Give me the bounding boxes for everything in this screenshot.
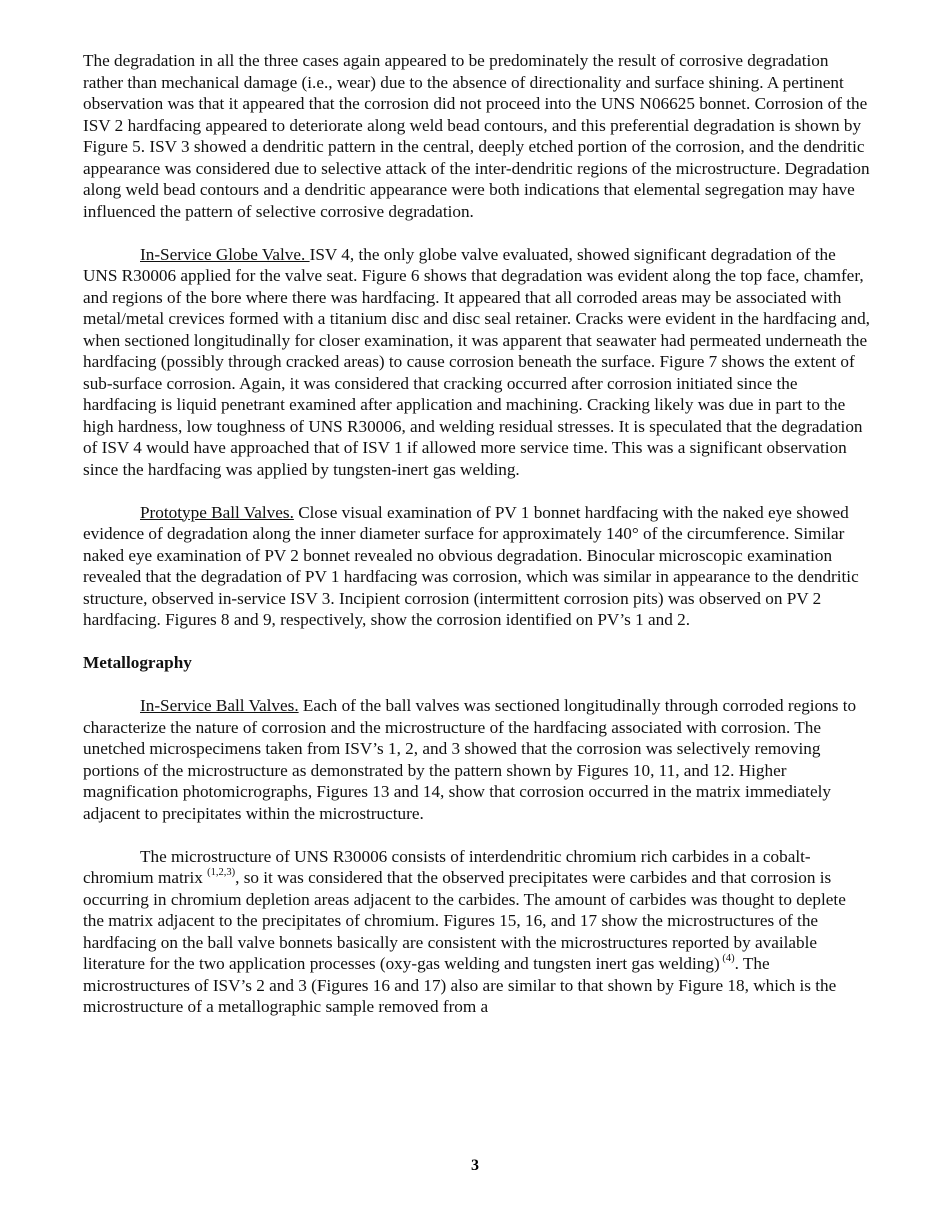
subheading-prototype-ball-valves: Prototype Ball Valves.: [140, 502, 294, 522]
paragraph-text: The microstructure of UNS R30006 consists of interdendritic chromium rich carbides in a cobalt-chromium matrix: [83, 846, 811, 887]
paragraph-text: Each of the ball valves was sectioned longitudinally through corroded regions to characterize the nature of corrosion and the microstructure of the hardfacing associated with corrosion. The unetched microspecimens taken from ISV’s 1, 2, and 3 showed that the corrosion was selectively removing portions of the microstructure as demonstrated by the pattern shown by Figures 10, 11, and 12. Higher magnification photomicrographs, Figures 13 and 14, show that corrosion occurred in the matrix immediately adjacent to precipitates within the microstructure.: [83, 696, 857, 823]
subheading-in-service-globe-valve: In-Service Globe Valve.: [140, 244, 310, 264]
page-number: 3: [471, 1157, 479, 1174]
paragraph-text: ISV 4, the only globe valve evaluated, showed significant degradation of the UNS R30006 applied for the valve seat. Figure 6 shows that degradation was evident along the top face, chamfer, and regions of the bore where there was hardfacing. It appeared that all corroded areas may be associated with metal/metal crevices formed with a titanium disc and disc seal retainer. Cracks were evident in the hardfacing and, when sectioned longitudinally for closer examination, it was apparent that seawater had permeated underneath the hardfacing (possibly through cracked areas) to cause corrosion beneath the surface. Figure 7 shows the extent of sub-surface corrosion. Again, it was considered that cracking occurred after corrosion initiated since the hardfacing is liquid penetrant examined after application and machining. Cracking likely was due in part to the high hardness, low toughness of UNS R30006, and welding residual stresses. It is speculated that the degradation of ISV 4 would have approached that of ISV 1 if allowed more service time. This was a significant observation since the hardfacing was applied by tungsten-inert gas welding.: [83, 244, 870, 479]
paragraph-prototype-ball-valves: [83, 502, 870, 631]
section-heading-metallography: Metallography: [83, 653, 192, 672]
reference-superscript: (4): [719, 953, 735, 965]
reference-superscript: (1,2,3): [207, 867, 236, 879]
paragraph-text: Close visual examination of PV 1 bonnet hardfacing with the naked eye showed evidence of degradation along the inner diameter surface for approximately 140° of the circumference. Similar naked eye examination of PV 2 bonnet revealed no obvious degradation. Binocular microscopic examination revealed that the degradation of PV 1 hardfacing was corrosion, which was similar in appearance to the dendritic structure, observed in-service ISV 3. Incipient corrosion (intermittent corrosion pits) was observed on PV 2 hardfacing. Figures 8 and 9, respectively, show the corrosion identified on PV’s 1 and 2.: [83, 502, 859, 629]
paragraph-text: , so it was considered that the observed precipitates were carbides and that corrosion is occurring in chromium depletion areas adjacent to the carbides. The amount of carbides was thought to deplete the matrix adjacent to the precipitates of chromium. Figures 15, 16, and 17 show the microstructures of the hardfacing on the ball valve bonnets basically are consistent with the microstructures reported by available literature for the two application processes (oxy-gas welding and tungsten inert gas welding): [83, 868, 846, 973]
document-page: [83, 50, 870, 1039]
paragraph-text: . The microstructures of ISV’s 2 and 3 (Figures 16 and 17) also are similar to that shown by Figure 18, which is the microstructure of a metallographic sample removed from a: [83, 954, 837, 1016]
subheading-in-service-ball-valves: In-Service Ball Valves.: [140, 696, 299, 715]
paragraph-corrosion-summary: The degradation in all the three cases again appeared to be predominately the result of corrosive degradation rather than mechanical damage (i.e., wear) due to the absence of directionality and surface shining. A pertinent observation was that it appeared that the corrosion did not proceed into the UNS N06625 bonnet. Corrosion of the ISV 2 hardfacing appeared to deteriorate along weld bead contours, and this preferential degradation is shown by Figure 5. ISV 3 showed a dendritic pattern in the central, deeply etched portion of the corrosion, and the dendritic appearance was considered due to selective attack of the inter-dendritic regions of the microstructure. Degradation along weld bead contours and a dendritic appearance were both indications that elemental segregation may have influenced the pattern of selective corrosive degradation.: [83, 51, 870, 221]
paragraph-in-service-ball-valves: [83, 695, 870, 824]
paragraph-globe-valve: [83, 244, 870, 481]
paragraph-microstructure: [83, 846, 870, 1018]
